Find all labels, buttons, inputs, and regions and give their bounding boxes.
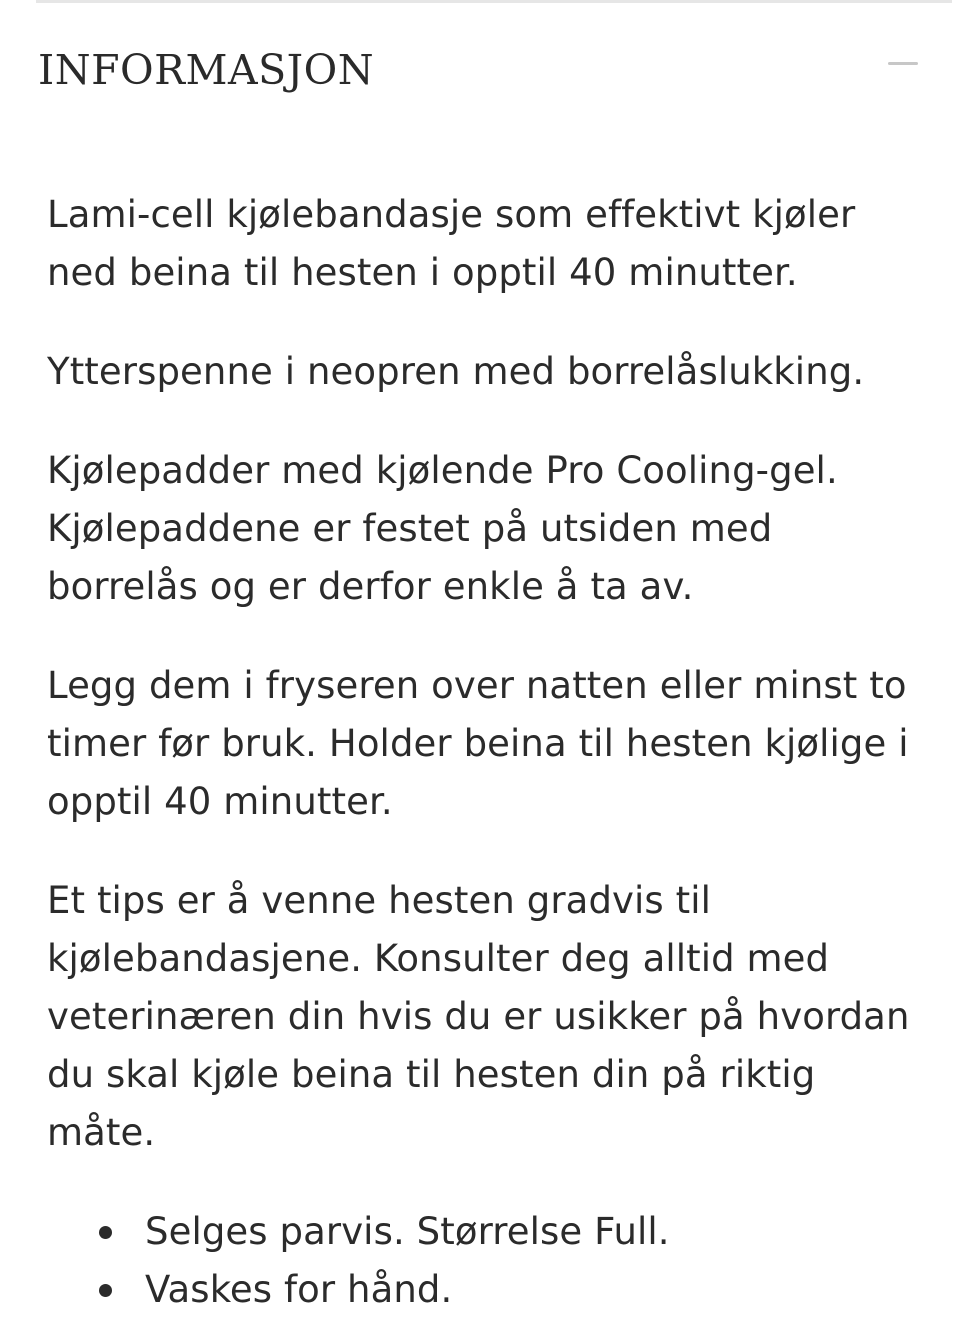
minus-icon [888, 62, 918, 65]
description-paragraph: Et tips er å venne hesten gradvis til kjølebandasjene. Konsulter deg alltid med veterinæren din hvis du er usikker på hvordan du skal kjøle beina til hesten din på riktig måte. [47, 879, 910, 1154]
section-title: INFORMASJON [38, 46, 375, 94]
accordion-content [47, 186, 930, 1319]
list-item-text: Selges parvis. Størrelse Full. [145, 1210, 670, 1253]
bullet-icon [99, 1226, 112, 1239]
description-paragraph: Kjølepadder med kjølende Pro Cooling-gel. Kjølepaddene er festet på utsiden med borrelås og er derfor enkle å ta av. [47, 449, 838, 608]
list-item [47, 1261, 930, 1319]
description-paragraph: Lami-cell kjølebandasje som effektivt kjøler ned beina til hesten i opptil 40 minutter. [47, 193, 856, 294]
top-divider [36, 0, 952, 3]
description-paragraph: Legg dem i fryseren over natten eller minst to timer før bruk. Holder beina til hesten kjølige i opptil 40 minutter. [47, 664, 909, 823]
bullet-icon [99, 1284, 112, 1297]
feature-list [47, 1203, 930, 1319]
collapse-button[interactable] [886, 46, 920, 80]
accordion-header[interactable] [38, 40, 920, 100]
list-item [47, 1203, 930, 1261]
description-paragraph: Ytterspenne i neopren med borrelåslukking. [47, 350, 865, 393]
list-item-text: Vaskes for hånd. [145, 1268, 453, 1311]
